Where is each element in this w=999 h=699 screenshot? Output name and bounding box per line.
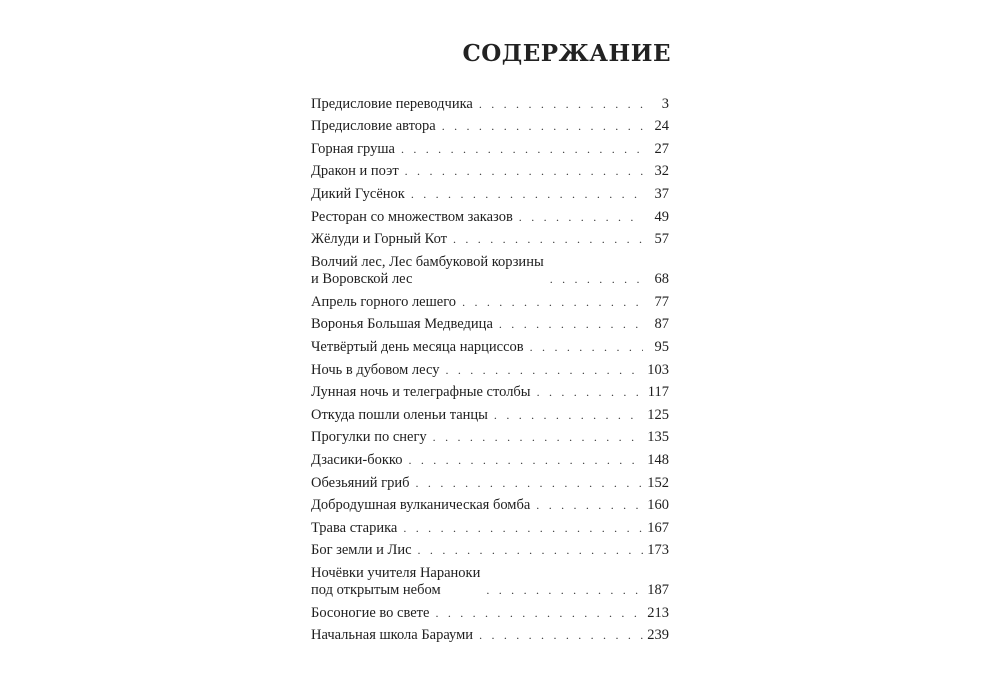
toc-entry-title bbox=[311, 407, 488, 424]
toc-entry-title bbox=[311, 605, 429, 622]
toc-page-number: 152 bbox=[647, 474, 669, 491]
dot-leader bbox=[536, 499, 643, 511]
toc-page-number: 135 bbox=[647, 429, 669, 446]
toc-entry-title-line: и Воровской лес bbox=[311, 271, 413, 288]
toc-entry-title bbox=[311, 627, 473, 644]
toc-entry bbox=[311, 203, 669, 226]
toc-entry-title-line: Обезьяний гриб bbox=[311, 474, 410, 491]
toc-page bbox=[311, 0, 671, 699]
toc-page-number: 117 bbox=[647, 384, 669, 401]
toc-entry bbox=[311, 446, 669, 469]
toc-page-number: 3 bbox=[661, 95, 669, 112]
toc-entry bbox=[311, 559, 669, 599]
toc-entry bbox=[311, 288, 669, 311]
toc-entry bbox=[311, 158, 669, 181]
toc-entry-title-line: Начальная школа Барауми bbox=[311, 627, 474, 644]
dot-leader bbox=[486, 584, 643, 596]
toc-entry-title bbox=[311, 565, 480, 599]
toc-entry-title-line: Воронья Большая Медведица bbox=[311, 316, 493, 333]
toc-entry-title-line: Предисловие переводчика bbox=[311, 95, 473, 112]
toc-entry bbox=[311, 356, 669, 379]
toc-entry-title-line: Дракон и поэт bbox=[311, 163, 399, 180]
table-of-contents bbox=[311, 90, 669, 644]
toc-entry bbox=[311, 180, 669, 203]
dot-leader bbox=[479, 98, 643, 110]
toc-page-number: 49 bbox=[654, 208, 669, 225]
toc-entry bbox=[311, 401, 669, 424]
toc-entry-title bbox=[311, 452, 402, 469]
dot-leader bbox=[405, 165, 643, 177]
dot-leader bbox=[550, 273, 643, 285]
toc-entry-title bbox=[311, 163, 399, 180]
toc-entry bbox=[311, 514, 669, 537]
dot-leader bbox=[418, 544, 643, 556]
toc-entry-title-line: Дикий Гусёнок bbox=[311, 185, 405, 202]
toc-page-number: 37 bbox=[654, 185, 669, 202]
dot-leader bbox=[499, 318, 643, 330]
toc-entry-title-line: Бог земли и Лис bbox=[311, 542, 412, 559]
toc-entry-title bbox=[311, 339, 524, 356]
toc-entry-title bbox=[311, 520, 397, 537]
toc-entry bbox=[311, 113, 669, 136]
toc-entry-title-line: Жёлуди и Горный Кот bbox=[311, 231, 447, 248]
dot-leader bbox=[494, 409, 643, 421]
toc-entry bbox=[311, 311, 669, 334]
toc-entry bbox=[311, 135, 669, 158]
toc-entry-title bbox=[311, 254, 544, 288]
toc-entry bbox=[311, 90, 669, 113]
toc-page-number: 125 bbox=[647, 406, 669, 423]
dot-leader bbox=[442, 120, 643, 132]
dot-leader bbox=[416, 477, 643, 489]
toc-entry-title-line: Ночёвки учителя Нараноки bbox=[311, 565, 481, 582]
toc-entry bbox=[311, 492, 669, 515]
toc-page-number: 167 bbox=[647, 519, 669, 536]
toc-entry-title-line: Волчий лес, Лес бамбуковой корзины bbox=[311, 254, 544, 271]
dot-leader bbox=[403, 522, 643, 534]
toc-entry bbox=[311, 379, 669, 402]
dot-leader bbox=[411, 188, 643, 200]
toc-entry-title bbox=[311, 96, 473, 113]
dot-leader bbox=[453, 233, 643, 245]
toc-entry-title bbox=[311, 231, 447, 248]
toc-entry-title-line: Прогулки по снегу bbox=[311, 429, 427, 446]
toc-entry-title bbox=[311, 118, 436, 135]
toc-entry bbox=[311, 424, 669, 447]
toc-entry-title-line: Горная груша bbox=[311, 140, 395, 157]
toc-entry-title bbox=[311, 429, 427, 446]
page-title: СОДЕРЖАНИЕ bbox=[462, 40, 671, 67]
toc-entry-title bbox=[311, 475, 410, 492]
toc-entry-title-line: Дзасики-бокко bbox=[311, 451, 403, 468]
toc-entry-title-line: Откуда пошли оленьи танцы bbox=[311, 406, 488, 423]
toc-page-number: 187 bbox=[647, 582, 669, 599]
dot-leader bbox=[462, 296, 643, 308]
toc-entry-title bbox=[311, 316, 493, 333]
toc-page-number: 239 bbox=[647, 627, 669, 644]
toc-page-number: 68 bbox=[654, 271, 669, 288]
dot-leader bbox=[408, 454, 643, 466]
dot-leader bbox=[537, 386, 643, 398]
toc-page-number: 87 bbox=[654, 316, 669, 333]
toc-entry-title-line: Предисловие автора bbox=[311, 118, 436, 135]
toc-entry bbox=[311, 599, 669, 622]
toc-page-number: 57 bbox=[654, 231, 669, 248]
toc-entry-title-line: Добродушная вулканическая бомба bbox=[311, 497, 531, 514]
toc-entry-title-line: Четвёртый день месяца нарциссов bbox=[311, 338, 524, 355]
toc-entry-title-line: Трава старика bbox=[311, 519, 398, 536]
toc-page-number: 148 bbox=[647, 451, 669, 468]
toc-entry-title bbox=[311, 497, 530, 514]
toc-entry-title bbox=[311, 384, 531, 401]
toc-entry-title-line: Лунная ночь и телеграфные столбы bbox=[311, 384, 531, 401]
toc-page-number: 160 bbox=[647, 497, 669, 514]
toc-page-number: 77 bbox=[654, 293, 669, 310]
toc-entry-title bbox=[311, 362, 439, 379]
toc-entry-title bbox=[311, 209, 513, 226]
toc-entry-title-line: Апрель горного лешего bbox=[311, 293, 457, 310]
dot-leader bbox=[401, 143, 643, 155]
toc-entry-title bbox=[311, 294, 456, 311]
toc-entry bbox=[311, 333, 669, 356]
toc-page-number: 32 bbox=[654, 163, 669, 180]
toc-entry-title-line: Ночь в дубовом лесу bbox=[311, 361, 440, 378]
dot-leader bbox=[530, 341, 643, 353]
toc-page-number: 213 bbox=[647, 604, 669, 621]
dot-leader bbox=[519, 211, 643, 223]
toc-page-number: 95 bbox=[654, 338, 669, 355]
toc-entry bbox=[311, 622, 669, 645]
toc-entry-title bbox=[311, 542, 412, 559]
toc-entry-title-line: Босоногие во свете bbox=[311, 604, 430, 621]
dot-leader bbox=[433, 431, 643, 443]
toc-page-number: 27 bbox=[654, 140, 669, 157]
toc-entry bbox=[311, 248, 669, 288]
toc-entry-title bbox=[311, 141, 395, 158]
dot-leader bbox=[435, 607, 643, 619]
toc-entry bbox=[311, 226, 669, 249]
toc-page-number: 103 bbox=[647, 361, 669, 378]
toc-page-number: 173 bbox=[647, 542, 669, 559]
toc-entry-title-line: под открытым небом bbox=[311, 582, 441, 599]
toc-entry-title-line: Ресторан со множеством заказов bbox=[311, 208, 513, 225]
toc-entry bbox=[311, 537, 669, 560]
dot-leader bbox=[479, 629, 643, 641]
toc-entry bbox=[311, 469, 669, 492]
toc-page-number: 24 bbox=[654, 118, 669, 135]
dot-leader bbox=[445, 364, 643, 376]
toc-entry-title bbox=[311, 186, 405, 203]
